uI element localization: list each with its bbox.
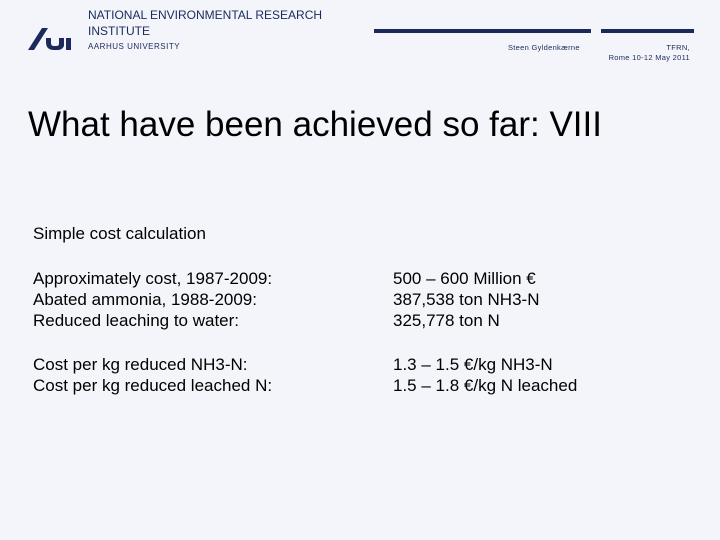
value-approx-cost: 500 – 600 Million € [393,269,536,288]
event-info [609,43,690,63]
label-abated-ammonia: Abated ammonia, 1988-2009: [33,290,257,309]
label-cost-per-kg-nh3: Cost per kg reduced NH3-N: [33,355,248,374]
slide-title-text: What have been achieved so far: [28,105,550,144]
cost-labels-group1 [33,268,272,331]
value-abated-ammonia: 387,538 ton NH3-N [393,290,540,309]
slide-title [28,105,602,145]
slide-title-numeral: VIII [549,105,602,144]
label-approx-cost: Approximately cost, 1987-2009: [33,269,273,288]
cost-labels-group2 [33,354,272,396]
event-name: TFRN, [666,43,690,52]
header-rule-left [374,29,591,33]
label-reduced-leaching: Reduced leaching to water: [33,311,240,330]
aarhus-university-logo [26,26,76,52]
institute-name: NATIONAL ENVIRONMENTAL RESEARCH INSTITUTE [88,8,323,38]
header-rule-right [601,29,694,33]
value-cost-per-kg-nh3: 1.3 – 1.5 €/kg NH3-N [393,355,553,374]
slide-subtitle: Simple cost calculation [33,224,206,243]
value-cost-per-kg-leached: 1.5 – 1.8 €/kg N leached [393,376,578,395]
event-date: Rome 10-12 May 2011 [608,53,690,62]
cost-values-group2 [393,354,577,396]
label-cost-per-kg-leached: Cost per kg reduced leached N: [33,376,273,395]
author-name: Steen Gyldenkærne [508,43,580,52]
university-name: AARHUS UNIVERSITY [88,42,181,51]
value-reduced-leaching: 325,778 ton N [393,311,500,330]
cost-values-group1 [393,268,539,331]
